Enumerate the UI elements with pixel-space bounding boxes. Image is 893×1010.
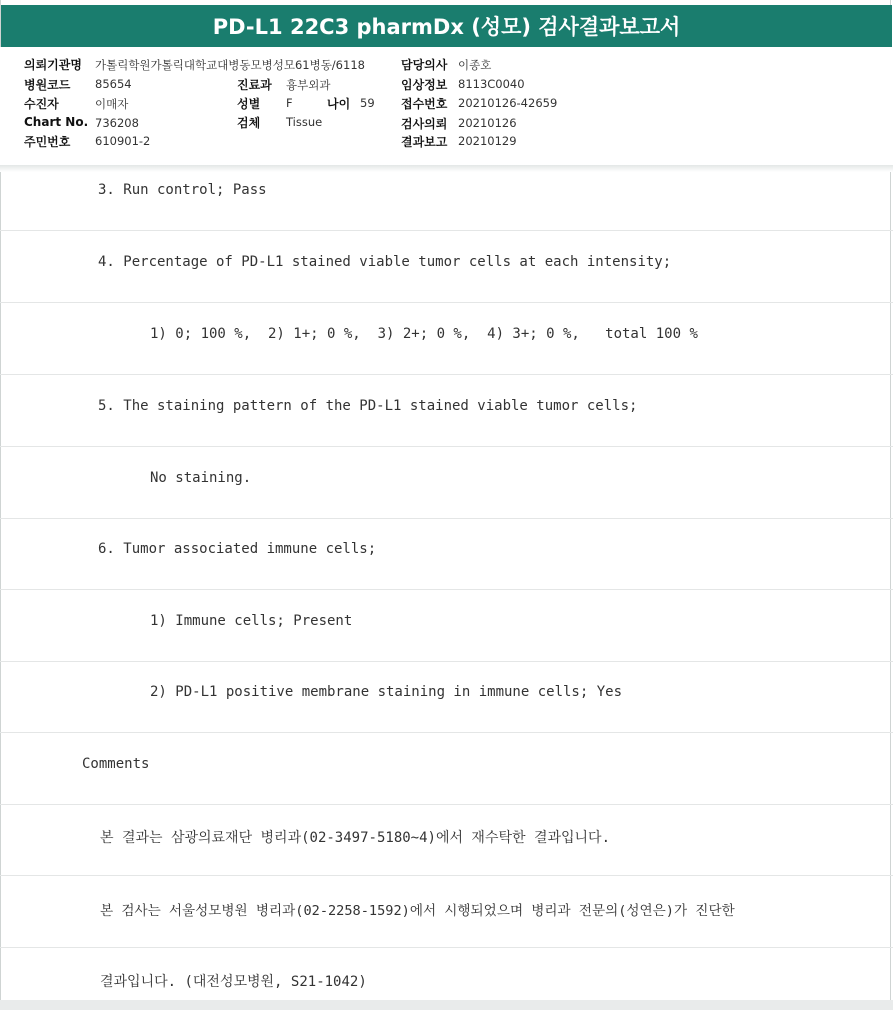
- immune-cells-present: 1) Immune cells; Present: [150, 613, 353, 629]
- report-title: PD-L1 22C3 pharmDx (성모) 검사결과보고서: [1, 5, 892, 47]
- result-row: [0, 302, 893, 375]
- sex-label: 성별: [237, 97, 261, 111]
- institution-label: 의뢰기관명: [24, 58, 82, 72]
- result-row: [0, 374, 893, 447]
- clinical-info-value: 8113C0040: [458, 77, 525, 91]
- resident-no-value: 610901-2: [95, 134, 151, 148]
- institution-value: 가톨릭학원가톨릭대학교대병동모병성모61병동/6118: [95, 58, 365, 72]
- result-row: [0, 158, 893, 231]
- result-row: [0, 230, 893, 303]
- percentage-values: 1) 0; 100 %, 2) 1+; 0 %, 3) 2+; 0 %, 4) 3+; 0 %, total 100 %: [150, 326, 698, 342]
- hospital-code-label: 병원코드: [24, 78, 71, 92]
- comment-line: 결과입니다. (대전성모병원, S21-1042): [100, 974, 367, 990]
- specimen-value: Tissue: [286, 115, 323, 129]
- receipt-no-label: 접수번호: [401, 97, 448, 111]
- result-row: [0, 446, 893, 519]
- request-date-value: 20210126: [458, 116, 517, 130]
- result-row: [0, 875, 893, 948]
- hospital-code-value: 85654: [95, 77, 132, 91]
- result-row: [0, 517, 893, 590]
- age-label: 나이: [327, 97, 351, 111]
- result-row: [0, 660, 893, 733]
- age-value: 59: [360, 96, 375, 110]
- result-row: [0, 947, 893, 1000]
- clinical-info-label: 임상정보: [401, 78, 448, 92]
- immune-cells-staining: 2) PD-L1 positive membrane staining in immune cells; Yes: [150, 684, 623, 700]
- staining-pattern-value: No staining.: [150, 470, 252, 486]
- run-control-line: 3. Run control; Pass: [98, 182, 267, 198]
- result-row: [0, 732, 893, 805]
- comments-heading: Comments: [82, 756, 150, 772]
- department-value: 흉부외과: [286, 78, 331, 92]
- immune-cells-heading: 6. Tumor associated immune cells;: [98, 541, 377, 557]
- department-label: 진료과: [237, 78, 272, 92]
- patient-info-header: [0, 47, 893, 167]
- chart-no-label: Chart No.: [24, 115, 89, 129]
- receipt-no-value: 20210126-42659: [458, 96, 558, 110]
- comment-line: 본 검사는 서울성모병원 병리과(02-2258-1592)에서 시행되었으며 병리과 전문의(성연은)가 진단한: [100, 903, 735, 919]
- patient-value: 이매자: [95, 97, 129, 111]
- specimen-label: 검체: [237, 116, 261, 130]
- doctor-value: 이종호: [458, 58, 492, 72]
- report-date-label: 결과보고: [401, 135, 448, 149]
- patient-label: 수진자: [24, 97, 59, 111]
- resident-no-label: 주민번호: [24, 135, 71, 149]
- request-date-label: 검사의뢰: [401, 117, 448, 131]
- chart-no-value: 736208: [95, 116, 139, 130]
- comment-line: 본 결과는 삼광의료재단 병리과(02-3497-5180~4)에서 재수탁한 결과입니다.: [100, 830, 611, 846]
- result-row: [0, 589, 893, 662]
- sex-value: F: [286, 96, 293, 110]
- percentage-heading: 4. Percentage of PD-L1 stained viable tumor cells at each intensity;: [98, 254, 672, 270]
- staining-pattern-heading: 5. The staining pattern of the PD-L1 stained viable tumor cells;: [98, 398, 638, 414]
- result-row: [0, 803, 893, 876]
- doctor-label: 담당의사: [401, 58, 448, 72]
- report-date-value: 20210129: [458, 134, 517, 148]
- bottom-scroll-edge: [0, 1000, 893, 1010]
